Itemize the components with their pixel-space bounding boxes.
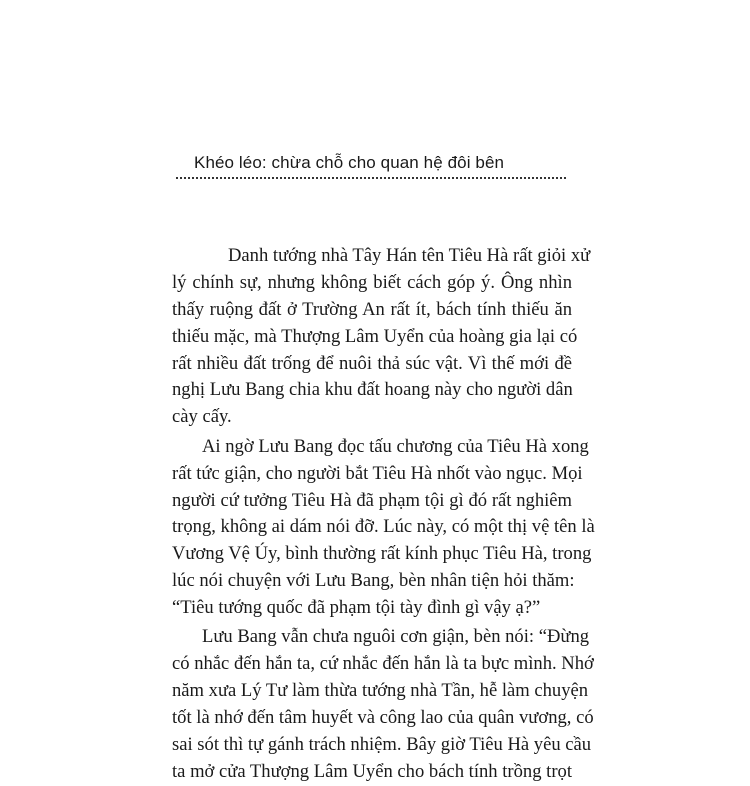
text-line: rất tức giận, cho người bắt Tiêu Hà nhốt vào ngục. Mọi bbox=[172, 462, 583, 484]
text-line: Danh tướng nhà Tây Hán tên Tiêu Hà rất giỏi xử bbox=[228, 245, 591, 266]
text-line: năm xưa Lý Tư làm thừa tướng nhà Tần, hễ làm chuyện bbox=[172, 680, 589, 702]
text-line: ta mở cửa Thượng Lâm Uyển cho bách tính trồng trọt bbox=[172, 760, 572, 782]
text-line: lý chính sự, nhưng không biết cách góp ý. Ông nhìn bbox=[172, 271, 572, 293]
body-text bbox=[172, 243, 595, 786]
page-header-title: Khéo léo: chừa chỗ cho quan hệ đôi bên bbox=[194, 153, 505, 172]
text-line: có nhắc đến hắn ta, cứ nhắc đến hắn là ta bực mình. Nhớ bbox=[172, 653, 594, 675]
text-line: cày cấy. bbox=[172, 406, 232, 428]
header-dotted-rule bbox=[176, 177, 566, 179]
text-line: Vương Vệ Úy, bình thường rất kính phục Tiêu Hà, trong bbox=[172, 543, 592, 565]
text-line: Ai ngờ Lưu Bang đọc tấu chương của Tiêu Hà xong bbox=[202, 435, 589, 457]
text-line: người cứ tưởng Tiêu Hà đã phạm tội gì đó rất nghiêm bbox=[172, 489, 572, 511]
text-line: sai sót thì tự gánh trách nhiệm. Bây giờ Tiêu Hà yêu cầu bbox=[172, 734, 592, 756]
text-line: rất nhiều đất trống để nuôi thả súc vật. Vì thế mới đề bbox=[172, 352, 572, 374]
text-line: “Tiêu tướng quốc đã phạm tội tày đình gì vậy ạ?” bbox=[172, 597, 541, 619]
text-line: Lưu Bang vẫn chưa nguôi cơn giận, bèn nói: “Đừng bbox=[202, 626, 590, 648]
text-line: thiếu mặc, mà Thượng Lâm Uyển của hoàng gia lại có bbox=[172, 325, 578, 347]
text-line: lúc nói chuyện với Lưu Bang, bèn nhân tiện hỏi thăm: bbox=[172, 570, 575, 592]
text-line: trọng, không ai dám nói đỡ. Lúc này, có một thị vệ tên là bbox=[172, 516, 595, 538]
text-line: thấy ruộng đất ở Trường An rất ít, bách tính thiếu ăn bbox=[172, 298, 572, 320]
text-line: tốt là nhớ đến tâm huyết và công lao của quân vương, có bbox=[172, 707, 594, 729]
text-line: nghị Lưu Bang chia khu đất hoang này cho người dân bbox=[172, 379, 573, 401]
